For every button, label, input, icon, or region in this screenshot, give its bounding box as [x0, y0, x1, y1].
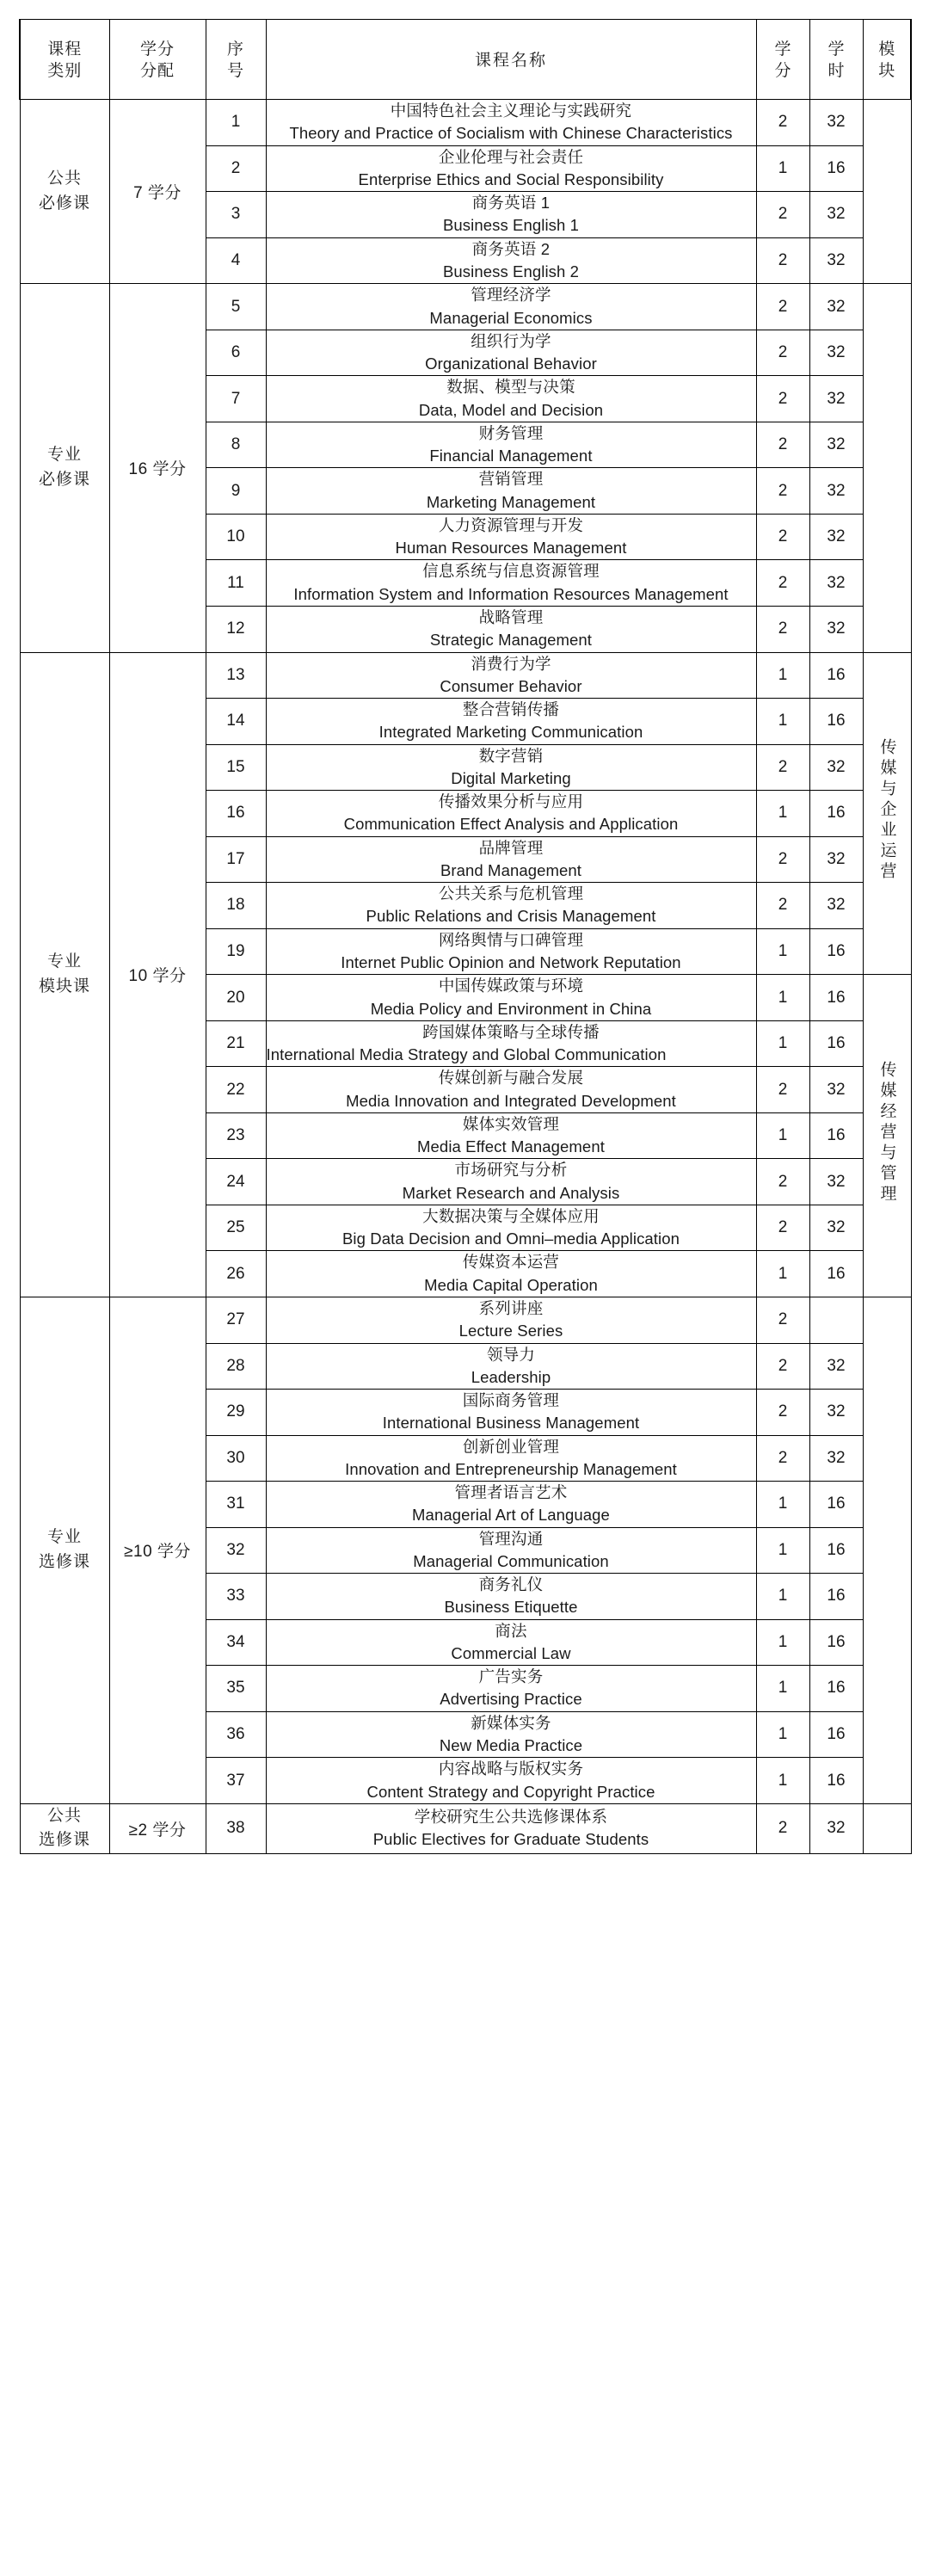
- sequence-number: 5: [206, 284, 266, 330]
- credit-value: 1: [756, 145, 809, 192]
- header-category-line2: 类别: [47, 62, 83, 81]
- course-name-zh: 管理者语言艺术: [454, 1483, 568, 1502]
- course-name-zh: 领导力: [486, 1345, 536, 1364]
- header-category: [20, 20, 109, 100]
- category-cell: [20, 1803, 109, 1853]
- course-name-zh: 市场研究与分析: [454, 1161, 568, 1180]
- course-name-en: International Media Strategy and Global Communication: [266, 1045, 667, 1064]
- sequence-number: 20: [206, 975, 266, 1021]
- credit-value: 2: [756, 883, 809, 929]
- course-name-zh: 企业伦理与社会责任: [438, 147, 584, 166]
- hours-value: 32: [809, 100, 863, 146]
- credit-value: 2: [756, 836, 809, 883]
- hours-value: 32: [809, 422, 863, 468]
- category-cell: [20, 284, 109, 652]
- course-name-zh: 信息系统与信息资源管理: [422, 562, 600, 581]
- course-name-cell: [266, 514, 756, 560]
- course-name-zh: 战略管理: [478, 608, 544, 626]
- header-course-name: 课程名称: [266, 20, 756, 100]
- credit-value: 1: [756, 1711, 809, 1758]
- hours-value: 32: [809, 1390, 863, 1436]
- credit-allocation-cell: 16 学分: [109, 284, 206, 652]
- credit-value: 2: [756, 1297, 809, 1343]
- hours-value: [809, 1297, 863, 1343]
- header-hours: [809, 20, 863, 100]
- credit-allocation-cell: ≥10 学分: [109, 1297, 206, 1803]
- category-label-line1: 公共: [46, 169, 82, 188]
- course-name-en: Human Resources Management: [395, 539, 627, 558]
- course-name-zh: 公共关系与危机管理: [438, 884, 584, 903]
- course-name-zh: 系列讲座: [478, 1298, 544, 1317]
- course-name-cell: [266, 791, 756, 837]
- course-name-zh: 品牌管理: [478, 838, 544, 857]
- credit-value: 1: [756, 975, 809, 1021]
- course-name-en: Information System and Information Resources Management: [293, 584, 729, 603]
- hours-value: 32: [809, 514, 863, 560]
- header-seq-line2: 号: [226, 62, 244, 81]
- sequence-number: 32: [206, 1527, 266, 1574]
- sequence-number: 35: [206, 1666, 266, 1712]
- course-name-en: Leadership: [471, 1367, 551, 1386]
- sequence-number: 26: [206, 1251, 266, 1297]
- header-credit-line1: 学: [774, 40, 791, 59]
- sequence-number: 18: [206, 883, 266, 929]
- sequence-number: 19: [206, 928, 266, 975]
- hours-value: 32: [809, 237, 863, 284]
- hours-value: 32: [809, 836, 863, 883]
- table-row: [20, 1803, 911, 1853]
- sequence-number: 16: [206, 791, 266, 837]
- credit-value: 1: [756, 1020, 809, 1067]
- credit-value: 2: [756, 1803, 809, 1853]
- course-name-zh: 传媒创新与融合发展: [438, 1069, 584, 1088]
- course-name-en: Integrated Marketing Communication: [378, 723, 643, 742]
- course-name-zh: 大数据决策与全媒体应用: [422, 1206, 600, 1225]
- course-name-zh: 媒体实效管理: [462, 1114, 560, 1133]
- course-name-cell: [266, 560, 756, 607]
- module-cell: [863, 975, 911, 1297]
- course-name-cell: [266, 1159, 756, 1205]
- course-name-en: Marketing Management: [426, 492, 596, 511]
- credit-value: 1: [756, 791, 809, 837]
- credit-value: 1: [756, 1482, 809, 1528]
- credit-value: 1: [756, 652, 809, 699]
- course-name-en: Public Relations and Crisis Management: [366, 907, 656, 926]
- header-credit-line2: 分: [774, 62, 791, 81]
- category-label-line2: 必修课: [38, 470, 90, 489]
- course-name-en: Lecture Series: [458, 1322, 563, 1340]
- hours-value: 32: [809, 883, 863, 929]
- course-name-zh: 人力资源管理与开发: [438, 515, 584, 534]
- course-name-cell: [266, 1758, 756, 1804]
- module-label: 传媒与企业运营: [877, 738, 896, 884]
- category-label-line1: 专业: [46, 1528, 82, 1547]
- sequence-number: 13: [206, 652, 266, 699]
- sequence-number: 7: [206, 376, 266, 422]
- hours-value: 16: [809, 1758, 863, 1804]
- credit-allocation-cell: 10 学分: [109, 652, 206, 1297]
- course-name-en: Enterprise Ethics and Social Responsibility: [358, 169, 664, 188]
- course-name-cell: [266, 1390, 756, 1436]
- header-module: [863, 20, 911, 100]
- hours-value: 32: [809, 1159, 863, 1205]
- course-name-en: Media Effect Management: [417, 1137, 605, 1156]
- header-credit-allocation: [109, 20, 206, 100]
- category-label-line2: 模块课: [38, 977, 90, 995]
- credit-value: 1: [756, 928, 809, 975]
- hours-value: 32: [809, 560, 863, 607]
- course-name-cell: [266, 836, 756, 883]
- credit-value: 2: [756, 192, 809, 238]
- credit-value: 2: [756, 330, 809, 376]
- course-name-en: Business English 2: [442, 262, 580, 281]
- sequence-number: 27: [206, 1297, 266, 1343]
- header-hours-line1: 学: [827, 40, 845, 59]
- hours-value: 32: [809, 192, 863, 238]
- sequence-number: 3: [206, 192, 266, 238]
- credit-value: 1: [756, 1666, 809, 1712]
- header-seq-line1: 序: [226, 40, 244, 59]
- course-name-zh: 学校研究生公共选修课体系: [414, 1808, 608, 1827]
- module-cell-empty: [863, 1803, 911, 1853]
- course-name-en: Consumer Behavior: [440, 676, 582, 695]
- header-module-line2: 块: [878, 62, 895, 81]
- category-label-line2: 选修课: [38, 1552, 90, 1571]
- course-name-zh: 传媒资本运营: [462, 1253, 560, 1272]
- header-credit: [756, 20, 809, 100]
- course-name-zh: 内容战略与版权实务: [438, 1759, 584, 1778]
- table-row: [20, 284, 911, 330]
- sequence-number: 1: [206, 100, 266, 146]
- module-cell-empty: [863, 284, 911, 652]
- course-name-en: Media Policy and Environment in China: [370, 999, 652, 1018]
- credit-value: 2: [756, 514, 809, 560]
- hours-value: 16: [809, 975, 863, 1021]
- hours-value: 16: [809, 1711, 863, 1758]
- course-name-cell: [266, 284, 756, 330]
- course-name-cell: [266, 607, 756, 653]
- table-row: [20, 1297, 911, 1343]
- credit-value: 2: [756, 284, 809, 330]
- hours-value: 16: [809, 1482, 863, 1528]
- course-name-cell: [266, 1343, 756, 1390]
- category-label-line1: 公共: [46, 1806, 82, 1825]
- course-name-zh: 商法: [495, 1621, 527, 1640]
- credit-value: 2: [756, 1343, 809, 1390]
- sequence-number: 24: [206, 1159, 266, 1205]
- sequence-number: 15: [206, 744, 266, 791]
- course-name-en: Organizational Behavior: [425, 354, 597, 373]
- hours-value: 16: [809, 1020, 863, 1067]
- sequence-number: 22: [206, 1067, 266, 1113]
- credit-value: 1: [756, 1574, 809, 1620]
- course-name-en: Commercial Law: [451, 1643, 571, 1662]
- credit-value: 2: [756, 1067, 809, 1113]
- hours-value: 16: [809, 1666, 863, 1712]
- sequence-number: 14: [206, 699, 266, 745]
- hours-value: 16: [809, 699, 863, 745]
- credit-value: 2: [756, 1390, 809, 1436]
- table-header-row: [20, 20, 911, 100]
- credit-allocation-cell: 7 学分: [109, 100, 206, 284]
- header-credit-alloc-line1: 学分: [139, 40, 175, 59]
- course-name-en: Public Electives for Graduate Students: [372, 1830, 649, 1849]
- course-name-cell: [266, 376, 756, 422]
- course-name-zh: 管理沟通: [478, 1529, 544, 1548]
- category-label-line1: 专业: [46, 446, 82, 465]
- sequence-number: 9: [206, 468, 266, 515]
- hours-value: 32: [809, 376, 863, 422]
- credit-value: 2: [756, 422, 809, 468]
- course-name-en: Theory and Practice of Socialism with Chinese Characteristics: [289, 124, 733, 143]
- credit-value: 2: [756, 376, 809, 422]
- sequence-number: 29: [206, 1390, 266, 1436]
- course-name-cell: [266, 1803, 756, 1853]
- credit-allocation-cell: ≥2 学分: [109, 1803, 206, 1853]
- course-name-zh: 财务管理: [478, 423, 544, 442]
- course-name-cell: [266, 744, 756, 791]
- credit-value: 2: [756, 1159, 809, 1205]
- course-name-cell: [266, 975, 756, 1021]
- header-category-line1: 课程: [47, 40, 83, 59]
- credit-value: 1: [756, 1527, 809, 1574]
- hours-value: 16: [809, 1112, 863, 1159]
- hours-value: 32: [809, 1435, 863, 1482]
- course-name-en: New Media Practice: [439, 1736, 583, 1755]
- course-name-zh: 传播效果分析与应用: [438, 792, 584, 811]
- course-name-cell: [266, 192, 756, 238]
- course-name-cell: [266, 1711, 756, 1758]
- credit-value: 2: [756, 607, 809, 653]
- sequence-number: 28: [206, 1343, 266, 1390]
- course-name-en: Managerial Economics: [429, 308, 593, 327]
- course-name-cell: [266, 1297, 756, 1343]
- course-name-zh: 管理经济学: [471, 286, 551, 305]
- module-cell-empty: [863, 1297, 911, 1803]
- course-name-en: Media Capital Operation: [424, 1275, 598, 1294]
- category-cell: [20, 652, 109, 1297]
- sequence-number: 11: [206, 560, 266, 607]
- course-name-zh: 跨国媒体策略与全球传播: [422, 1022, 600, 1041]
- sequence-number: 2: [206, 145, 266, 192]
- course-name-en: Content Strategy and Copyright Practice: [366, 1782, 655, 1801]
- course-name-zh: 整合营销传播: [462, 700, 560, 719]
- credit-value: 1: [756, 1619, 809, 1666]
- course-name-zh: 国际商务管理: [462, 1391, 560, 1410]
- hours-value: 16: [809, 1527, 863, 1574]
- credit-value: 2: [756, 468, 809, 515]
- course-name-en: Business Etiquette: [444, 1598, 578, 1617]
- course-name-en: Digital Marketing: [451, 768, 571, 787]
- header-credit-alloc-line2: 分配: [139, 62, 175, 81]
- course-name-zh: 新媒体实务: [471, 1713, 551, 1732]
- table-row: [20, 100, 911, 146]
- course-name-zh: 数据、模型与决策: [446, 378, 575, 397]
- course-name-zh: 广告实务: [478, 1667, 544, 1686]
- sequence-number: 21: [206, 1020, 266, 1067]
- course-name-zh: 数字营销: [478, 746, 544, 765]
- course-name-en: Brand Management: [440, 860, 582, 879]
- hours-value: 32: [809, 744, 863, 791]
- module-cell: [863, 652, 911, 975]
- header-module-line1: 模: [878, 40, 895, 59]
- credit-value: 1: [756, 1758, 809, 1804]
- course-name-en: Financial Management: [429, 447, 593, 465]
- hours-value: 16: [809, 791, 863, 837]
- course-name-zh: 消费行为学: [471, 654, 551, 673]
- course-name-cell: [266, 928, 756, 975]
- sequence-number: 37: [206, 1758, 266, 1804]
- sequence-number: 8: [206, 422, 266, 468]
- course-name-zh: 网络舆情与口碑管理: [438, 930, 584, 949]
- course-name-en: Communication Effect Analysis and Application: [343, 815, 679, 834]
- course-name-en: Big Data Decision and Omni–media Application: [341, 1229, 680, 1248]
- course-name-cell: [266, 1112, 756, 1159]
- hours-value: 32: [809, 1343, 863, 1390]
- course-name-cell: [266, 422, 756, 468]
- credit-value: 1: [756, 1251, 809, 1297]
- course-name-cell: [266, 145, 756, 192]
- hours-value: 16: [809, 928, 863, 975]
- course-name-cell: [266, 1619, 756, 1666]
- hours-value: 16: [809, 1574, 863, 1620]
- sequence-number: 17: [206, 836, 266, 883]
- header-hours-line2: 时: [827, 62, 845, 81]
- hours-value: 16: [809, 145, 863, 192]
- course-name-en: Internet Public Opinion and Network Reputation: [341, 952, 681, 971]
- hours-value: 16: [809, 652, 863, 699]
- course-name-en: Media Innovation and Integrated Development: [346, 1091, 676, 1110]
- credit-value: 2: [756, 100, 809, 146]
- module-label: 传媒经营与管理: [877, 1061, 896, 1206]
- course-name-cell: [266, 100, 756, 146]
- credit-value: 2: [756, 744, 809, 791]
- course-name-zh: 中国传媒政策与环境: [438, 977, 584, 995]
- course-name-en: Strategic Management: [429, 631, 593, 650]
- course-name-cell: [266, 1251, 756, 1297]
- sequence-number: 12: [206, 607, 266, 653]
- category-label-line2: 必修课: [38, 194, 90, 213]
- hours-value: 32: [809, 1067, 863, 1113]
- credit-value: 2: [756, 237, 809, 284]
- category-label-line1: 专业: [46, 952, 82, 971]
- sequence-number: 6: [206, 330, 266, 376]
- header-sequence: [206, 20, 266, 100]
- course-name-cell: [266, 1482, 756, 1528]
- course-name-cell: [266, 1527, 756, 1574]
- course-name-zh: 营销管理: [478, 470, 544, 489]
- course-name-en: Managerial Communication: [413, 1551, 609, 1570]
- hours-value: 32: [809, 330, 863, 376]
- course-name-zh: 商务礼仪: [478, 1575, 544, 1594]
- course-name-en: Market Research and Analysis: [402, 1183, 620, 1202]
- curriculum-table: [19, 19, 912, 1854]
- course-name-zh: 组织行为学: [471, 331, 551, 350]
- course-name-cell: [266, 1020, 756, 1067]
- course-name-zh: 商务英语 2: [471, 239, 551, 258]
- course-name-cell: [266, 1574, 756, 1620]
- course-name-cell: [266, 1067, 756, 1113]
- sequence-number: 34: [206, 1619, 266, 1666]
- hours-value: 16: [809, 1619, 863, 1666]
- sequence-number: 38: [206, 1803, 266, 1853]
- course-name-zh: 商务英语 1: [471, 194, 551, 213]
- course-name-cell: [266, 883, 756, 929]
- course-name-cell: [266, 468, 756, 515]
- module-cell-empty: [863, 100, 911, 284]
- hours-value: 32: [809, 1803, 863, 1853]
- category-cell: [20, 100, 109, 284]
- course-name-en: Business English 1: [442, 216, 580, 235]
- table-row: [20, 652, 911, 699]
- course-name-en: Innovation and Entrepreneurship Management: [345, 1459, 677, 1478]
- course-name-cell: [266, 330, 756, 376]
- category-label-line2: 选修课: [38, 1831, 90, 1850]
- course-name-cell: [266, 1666, 756, 1712]
- sequence-number: 23: [206, 1112, 266, 1159]
- course-name-en: Managerial Art of Language: [412, 1506, 610, 1525]
- category-cell: [20, 1297, 109, 1803]
- course-name-en: Advertising Practice: [440, 1690, 582, 1709]
- course-name-cell: [266, 1205, 756, 1251]
- credit-value: 2: [756, 1435, 809, 1482]
- credit-value: 2: [756, 560, 809, 607]
- course-name-cell: [266, 652, 756, 699]
- sequence-number: 33: [206, 1574, 266, 1620]
- credit-value: 2: [756, 1205, 809, 1251]
- table-body: [20, 100, 911, 1854]
- course-name-cell: [266, 1435, 756, 1482]
- course-name-cell: [266, 237, 756, 284]
- credit-value: 1: [756, 1112, 809, 1159]
- sequence-number: 10: [206, 514, 266, 560]
- course-name-cell: [266, 699, 756, 745]
- sequence-number: 4: [206, 237, 266, 284]
- course-name-en: International Business Management: [382, 1414, 640, 1433]
- hours-value: 16: [809, 1251, 863, 1297]
- hours-value: 32: [809, 284, 863, 330]
- sequence-number: 36: [206, 1711, 266, 1758]
- hours-value: 32: [809, 468, 863, 515]
- hours-value: 32: [809, 607, 863, 653]
- sequence-number: 25: [206, 1205, 266, 1251]
- hours-value: 32: [809, 1205, 863, 1251]
- course-name-en: Data, Model and Decision: [418, 400, 604, 419]
- course-name-zh: 中国特色社会主义理论与实践研究: [390, 102, 632, 120]
- course-name-zh: 创新创业管理: [462, 1437, 560, 1456]
- credit-value: 1: [756, 699, 809, 745]
- sequence-number: 31: [206, 1482, 266, 1528]
- sequence-number: 30: [206, 1435, 266, 1482]
